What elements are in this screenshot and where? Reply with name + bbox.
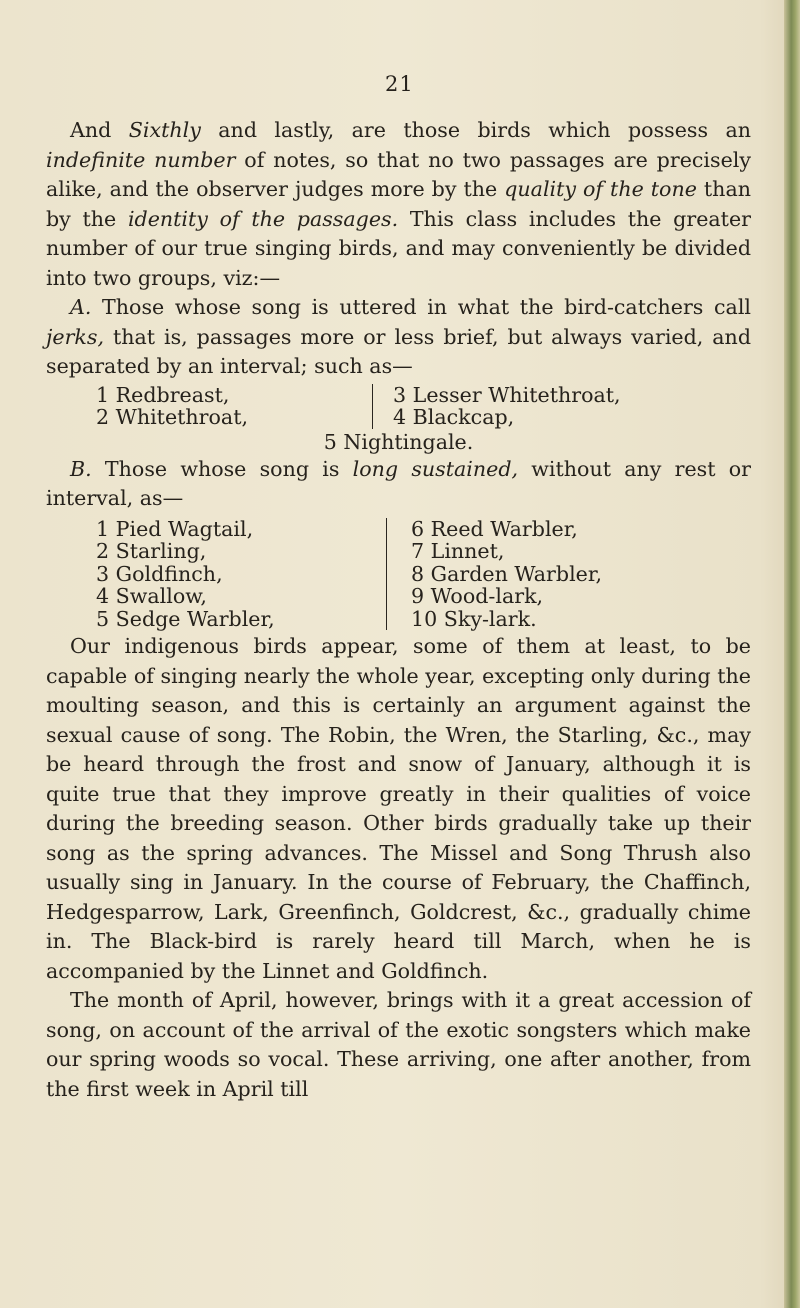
list-item: 7 Linnet, bbox=[411, 539, 505, 563]
list-item: 9 Wood-lark, bbox=[411, 584, 544, 608]
text-run: without any rest or interval, as— bbox=[46, 456, 751, 510]
group-a-left-column bbox=[46, 384, 372, 429]
italic-run: long sustained, bbox=[352, 456, 519, 481]
list-item: 4 Blackcap, bbox=[393, 405, 515, 429]
italic-run: identity of the passages. bbox=[127, 206, 399, 231]
list-item: 4 Swallow, bbox=[96, 584, 207, 608]
group-letter: B. bbox=[70, 456, 92, 481]
list-item: 8 Garden Warbler, bbox=[411, 561, 602, 586]
group-b-list bbox=[46, 518, 751, 631]
group-letter: A. bbox=[70, 295, 92, 319]
italic-run: indefinite number bbox=[46, 147, 236, 172]
paragraph-april bbox=[46, 986, 751, 1104]
list-item: 5 Sedge Warbler, bbox=[96, 606, 275, 631]
list-item: 1 Redbreast, bbox=[96, 382, 230, 407]
text-run: and lastly, are those birds which possess an bbox=[200, 118, 751, 142]
text-run: Those whose song is bbox=[91, 456, 353, 481]
paragraph-sixthly bbox=[46, 116, 751, 293]
italic-run: Sixthly bbox=[128, 118, 201, 142]
italic-run: quality of the tone bbox=[504, 177, 697, 201]
text-run: And bbox=[70, 118, 129, 142]
paragraph-group-b bbox=[46, 455, 751, 514]
italic-run: jerks, bbox=[46, 324, 105, 349]
page-number: 21 bbox=[385, 72, 414, 96]
page-edge bbox=[784, 0, 800, 1308]
list-item: 2 Whitethroat, bbox=[96, 405, 249, 429]
list-item: 1 Pied Wagtail, bbox=[96, 516, 254, 541]
group-b-right-column bbox=[386, 518, 602, 631]
text-run: Those whose song is uttered in what the bird-catchers call bbox=[91, 295, 751, 319]
list-item: 6 Reed Warbler, bbox=[411, 516, 578, 541]
text-run: This class includes the greater number of our true singing birds, and may conveniently be divided into two groups, viz:— bbox=[46, 206, 751, 290]
group-a-right-column bbox=[372, 384, 621, 429]
list-item: 3 Lesser Whitethroat, bbox=[393, 382, 621, 407]
paragraph-group-a bbox=[46, 293, 751, 382]
text-run: The month of April, however, brings with it a great accession of song, on account of the arrival of the exotic songsters which make our spring woods so vocal. These arriving, one after another, from the first week in April till bbox=[46, 988, 751, 1101]
list-item: 3 Goldfinch, bbox=[96, 561, 223, 586]
list-item-centered: 5 Nightingale. bbox=[323, 429, 474, 454]
text-run: than by the bbox=[46, 177, 751, 231]
paragraph-indigenous-birds bbox=[46, 632, 751, 986]
page-body bbox=[46, 116, 751, 1104]
text-run: Our indigenous birds appear, some of them at least, to be capable of singing nearly the whole year, excepting only during the moulting season, and this is certainly an argument against the sexual cause of song. The Robin, the Wren, the Starling, &c., may be heard through the frost and snow of January, although it is quite true that they improve greatly in their qualities of voice during the breeding season. Other birds gradually take up their song as the spring advances. The Missel and Song Thrush also usually sing in January. In the course of February, the Chaffinch, Hedgesparrow, Lark, Greenfinch, Goldcrest, &c., gradually chime in. The Black-bird is rarely heard till March, when he is accompanied by the Linnet and Goldfinch. bbox=[46, 634, 751, 983]
group-b-left-column bbox=[46, 518, 386, 631]
text-run: that is, passages more or less brief, but always varied, and separated by an interval; such as— bbox=[46, 324, 751, 378]
list-item: 10 Sky-lark. bbox=[411, 606, 537, 631]
list-item: 2 Starling, bbox=[96, 539, 207, 563]
text-run: of notes, so that no two passages are precisely alike, and the observer judges more by the bbox=[46, 147, 751, 201]
group-a-list bbox=[46, 384, 751, 429]
